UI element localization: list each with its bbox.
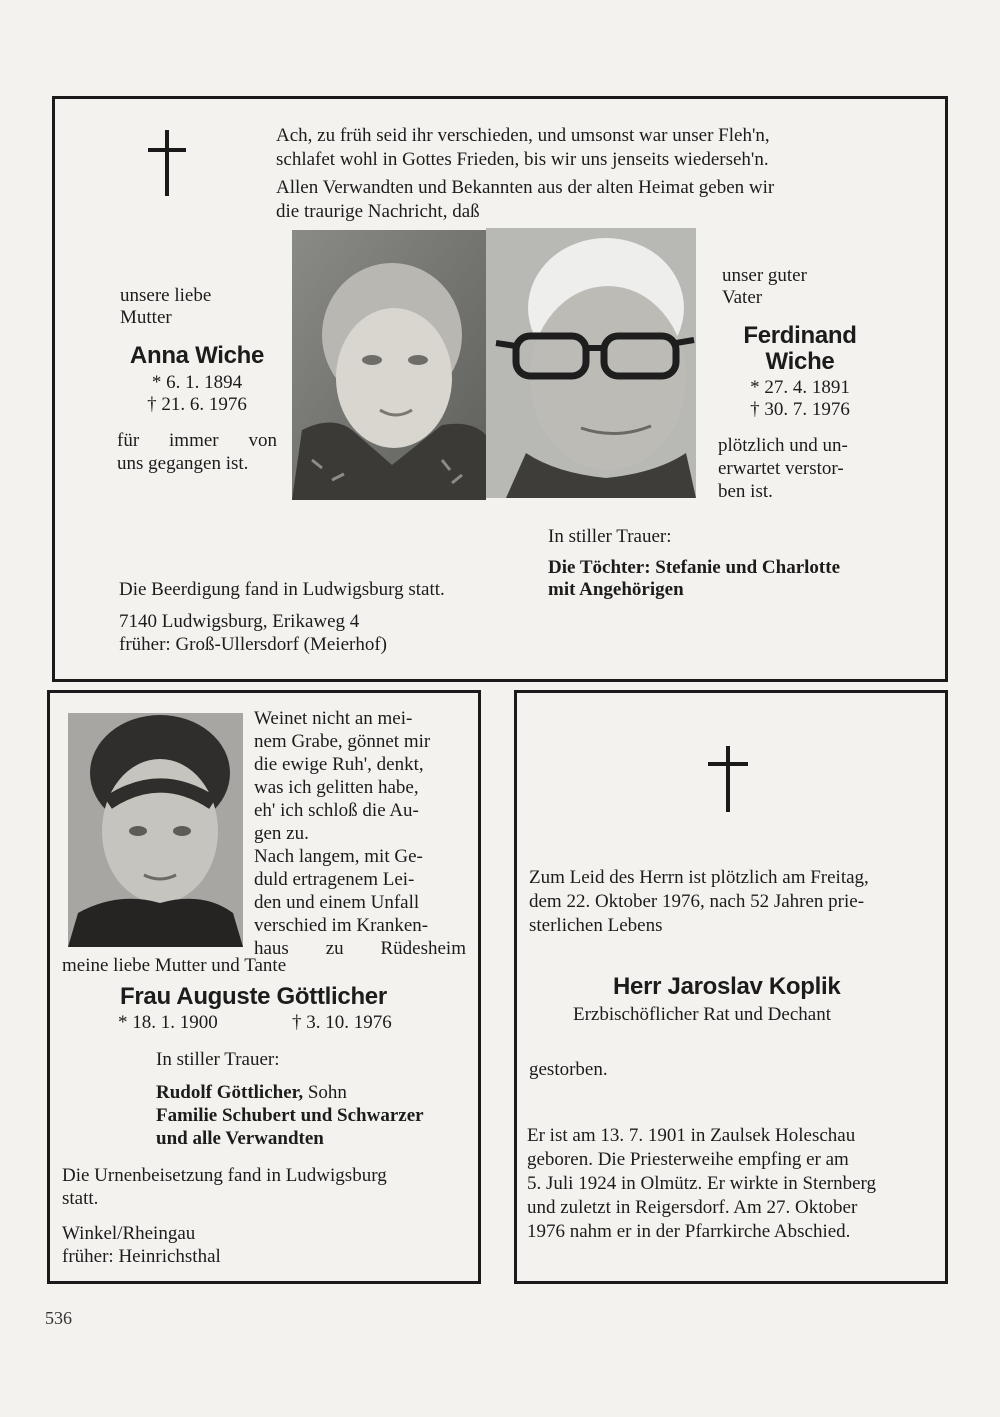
auguste-born: * 18. 1. 1900 bbox=[118, 1012, 218, 1033]
poem-line-9: den und einem Unfall bbox=[254, 892, 420, 913]
auguste-name: Frau Auguste Göttlicher bbox=[120, 983, 387, 1010]
father-died: † 30. 7. 1976 bbox=[750, 399, 850, 420]
father-relation-line-2: Vater bbox=[722, 287, 763, 308]
koplik-intro-line-3: sterlichen Lebens bbox=[529, 915, 663, 936]
mourners-line-2: mit Angehörigen bbox=[548, 579, 684, 600]
poem-line-10: verschied im Kranken- bbox=[254, 915, 429, 936]
koplik-bio-line-3: 5. Juli 1924 in Olmütz. Er wirkte in Sternberg bbox=[527, 1173, 876, 1194]
verse-line-2: schlafet wohl in Gottes Frieden, bis wir uns jenseits wiederseh'n. bbox=[276, 149, 769, 170]
mourners-line-1: Die Töchter: Stefanie und Charlotte bbox=[548, 557, 841, 578]
auguste-died: † 3. 10. 1976 bbox=[292, 1012, 392, 1033]
koplik-bio-line-4: und zuletzt in Reigersdorf. Am 27. Oktober bbox=[527, 1197, 858, 1218]
koplik-bio-line-2: geboren. Die Priesterweihe empfing er am bbox=[527, 1149, 849, 1170]
photo-anna-wiche bbox=[292, 230, 486, 500]
poem-line-2: nem Grabe, gönnet mir bbox=[254, 731, 431, 752]
address-line-1: 7140 Ludwigsburg, Erikaweg 4 bbox=[119, 611, 360, 632]
place-line-1: Winkel/Rheingau bbox=[62, 1223, 196, 1244]
koplik-bio-line-1: Er ist am 13. 7. 1901 in Zaulsek Holeschau bbox=[527, 1125, 856, 1146]
koplik-intro-line-2: dem 22. Oktober 1976, nach 52 Jahren prie- bbox=[529, 891, 865, 912]
relation: meine liebe Mutter und Tante bbox=[62, 955, 287, 976]
photo-ferdinand-wiche bbox=[486, 228, 696, 498]
poem-line-5: eh' ich schloß die Au- bbox=[254, 800, 419, 821]
mourner-3: und alle Verwandten bbox=[156, 1128, 324, 1149]
cross-icon bbox=[708, 746, 748, 812]
photo-auguste-goettlicher bbox=[68, 713, 243, 947]
place-line-2: früher: Heinrichsthal bbox=[62, 1246, 221, 1267]
intro-line-1: Allen Verwandten und Bekannten aus der alten Heimat geben wir bbox=[276, 177, 775, 198]
intro-line-2: die traurige Nachricht, daß bbox=[276, 201, 480, 222]
poem-line-1: Weinet nicht an mei- bbox=[254, 708, 413, 729]
mother-name: Anna Wiche bbox=[129, 342, 265, 369]
mourning-label: In stiller Trauer: bbox=[548, 526, 672, 547]
mourner-1-name: Rudolf Göttlicher, bbox=[156, 1082, 304, 1103]
mother-text-line-2: uns gegangen ist. bbox=[117, 453, 249, 474]
poem-line-7: Nach langem, mit Ge- bbox=[254, 846, 423, 867]
mother-died: † 21. 6. 1976 bbox=[147, 394, 247, 415]
mother-relation-line-1: unsere liebe bbox=[120, 285, 212, 306]
poem-line-8: duld ertragenem Lei- bbox=[254, 869, 415, 890]
address-line-2: früher: Groß-Ullersdorf (Meierhof) bbox=[119, 634, 388, 655]
father-born: * 27. 4. 1891 bbox=[750, 377, 850, 398]
urn-line-1: Die Urnenbeisetzung fand in Ludwigsburg bbox=[62, 1165, 387, 1186]
poem-line-6: gen zu. bbox=[254, 823, 309, 844]
page-number: 536 bbox=[45, 1308, 72, 1328]
koplik-title: Erzbischöflicher Rat und Dechant bbox=[573, 1004, 831, 1025]
mother-born: * 6. 1. 1894 bbox=[151, 372, 243, 393]
mourning-label: In stiller Trauer: bbox=[156, 1049, 280, 1070]
mother-relation-line-2: Mutter bbox=[120, 307, 172, 328]
father-text-line-1: plötzlich und un- bbox=[718, 435, 848, 456]
poem-line-11: haus zu Rüdesheim bbox=[254, 938, 466, 959]
mourner-1-role: Sohn bbox=[303, 1082, 347, 1103]
poem bbox=[254, 707, 466, 960]
funeral-text: Die Beerdigung fand in Ludwigsburg statt. bbox=[119, 579, 445, 600]
poem-line-4: was ich gelitten habe, bbox=[254, 777, 419, 798]
mourner-2: Familie Schubert und Schwarzer bbox=[156, 1105, 424, 1126]
koplik-name: Herr Jaroslav Koplik bbox=[613, 973, 841, 1000]
father-relation-line-1: unser guter bbox=[722, 265, 807, 286]
koplik-intro-line-1: Zum Leid des Herrn ist plötzlich am Freitag, bbox=[529, 867, 869, 888]
father-name-line-1: Ferdinand bbox=[743, 322, 857, 349]
father-text-line-2: erwartet verstor- bbox=[718, 458, 844, 479]
verse-line-1: Ach, zu früh seid ihr verschieden, und umsonst war unser Fleh'n, bbox=[276, 125, 770, 146]
cross-icon bbox=[148, 130, 186, 196]
koplik-died: gestorben. bbox=[529, 1059, 608, 1080]
father-text-line-3: ben ist. bbox=[718, 481, 773, 502]
mourner-1 bbox=[156, 1081, 347, 1104]
urn-line-2: statt. bbox=[62, 1188, 99, 1209]
poem-line-3: die ewige Ruh', denkt, bbox=[254, 754, 424, 775]
father-name-line-2: Wiche bbox=[765, 348, 835, 375]
mother-text-line-1: für immer von bbox=[117, 430, 277, 451]
koplik-bio-line-5: 1976 nahm er in der Pfarrkirche Abschied. bbox=[527, 1221, 851, 1242]
